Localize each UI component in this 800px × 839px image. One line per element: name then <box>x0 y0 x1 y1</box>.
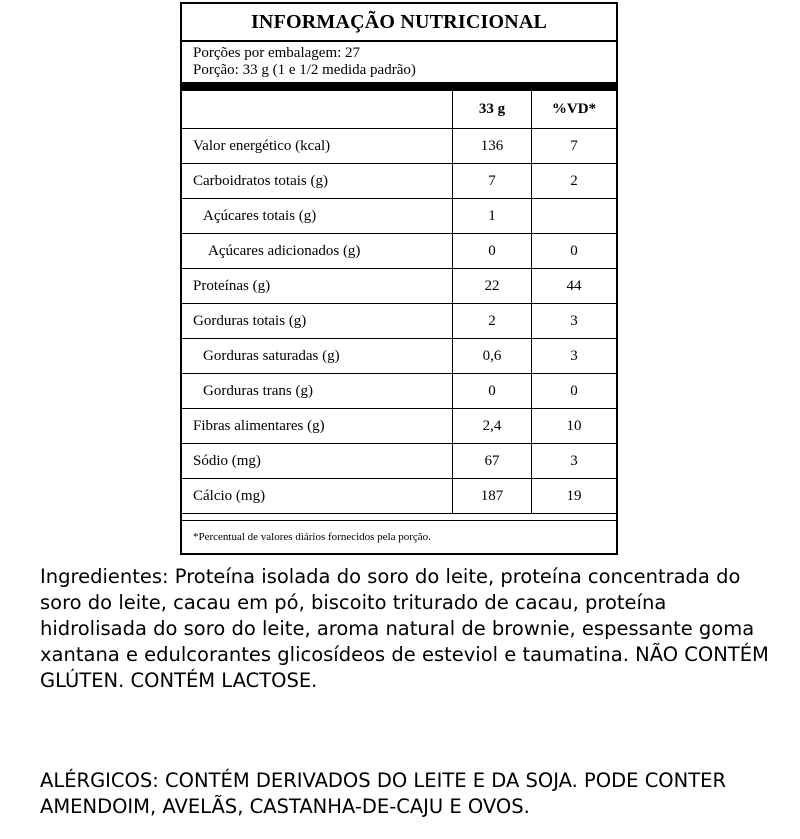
nutrient-vd: 19 <box>532 479 617 514</box>
nutrient-name: Açúcares adicionados (g) <box>182 234 453 269</box>
serving-size: Porção: 33 g (1 e 1/2 medida padrão) <box>193 62 416 78</box>
nutrient-qty: 1 <box>453 199 532 234</box>
table-row <box>182 444 616 479</box>
allergens-paragraph: ALÉRGICOS: CONTÉM DERIVADOS DO LEITE E DA SOJA. PODE CONTER AMENDOIM, AVELÃS, CASTANHA-DE-CAJU E OVOS. <box>40 768 727 818</box>
nutrient-vd: 2 <box>532 164 617 199</box>
nutrient-qty: 136 <box>453 129 532 164</box>
nutrient-qty: 22 <box>453 269 532 304</box>
nutrient-vd: 10 <box>532 409 617 444</box>
table-row <box>182 479 616 514</box>
nutrient-vd: 0 <box>532 234 617 269</box>
nutrient-vd <box>532 199 617 234</box>
table-row <box>182 374 616 409</box>
nutrition-facts-label <box>180 2 618 555</box>
allergens-text <box>40 748 770 839</box>
nutrient-vd: 0 <box>532 374 617 409</box>
serving-info <box>182 42 616 82</box>
nutrient-vd: 44 <box>532 269 617 304</box>
nutrient-name: Valor energético (kcal) <box>182 129 453 164</box>
footnote: *Percentual de valores diários fornecidos pela porção. <box>182 520 616 550</box>
nutrient-qty: 2 <box>453 304 532 339</box>
nutrient-qty: 0 <box>453 234 532 269</box>
servings-per-package: Porções por embalagem: 27 <box>193 45 361 61</box>
nutrient-name: Gorduras totais (g) <box>182 304 453 339</box>
nutrient-name: Gorduras trans (g) <box>182 374 453 409</box>
nutrient-name: Carboidratos totais (g) <box>182 164 453 199</box>
header-qty: 33 g <box>453 91 532 129</box>
nutrient-name: Gorduras saturadas (g) <box>182 339 453 374</box>
nutrient-name: Açúcares totais (g) <box>182 199 453 234</box>
nutrient-qty: 187 <box>453 479 532 514</box>
thick-divider <box>182 82 616 91</box>
nutrition-table <box>182 91 616 514</box>
table-row <box>182 269 616 304</box>
nutrient-qty: 67 <box>453 444 532 479</box>
nutrient-vd: 7 <box>532 129 617 164</box>
table-row <box>182 129 616 164</box>
header-name <box>182 91 453 129</box>
table-row <box>182 234 616 269</box>
nutrient-qty: 0,6 <box>453 339 532 374</box>
ingredients-text <box>40 564 770 694</box>
table-row <box>182 304 616 339</box>
nutrient-qty: 2,4 <box>453 409 532 444</box>
table-row <box>182 164 616 199</box>
nutrition-title: INFORMAÇÃO NUTRICIONAL <box>182 4 616 42</box>
nutrient-name: Sódio (mg) <box>182 444 453 479</box>
nutrient-vd: 3 <box>532 304 617 339</box>
nutrient-qty: 7 <box>453 164 532 199</box>
table-header-row <box>182 91 616 129</box>
table-row <box>182 199 616 234</box>
header-vd: %VD* <box>532 91 617 129</box>
table-row <box>182 339 616 374</box>
ingredients-paragraph: Ingredientes: Proteína isolada do soro do leite, proteína concentrada do soro do leite, cacau em pó, biscoito triturado de cacau, proteína hidrolisada do soro do leite, aroma natural de brownie, espessante goma xantana e edulcorantes glicosídeos de esteviol e taumatina. NÃO CONTÉM GLÚTEN. CONTÉM LACTOSE. <box>40 565 769 692</box>
nutrient-vd: 3 <box>532 339 617 374</box>
nutrient-qty: 0 <box>453 374 532 409</box>
nutrient-name: Proteínas (g) <box>182 269 453 304</box>
nutrient-name: Fibras alimentares (g) <box>182 409 453 444</box>
nutrient-name: Cálcio (mg) <box>182 479 453 514</box>
table-row <box>182 409 616 444</box>
nutrient-vd: 3 <box>532 444 617 479</box>
